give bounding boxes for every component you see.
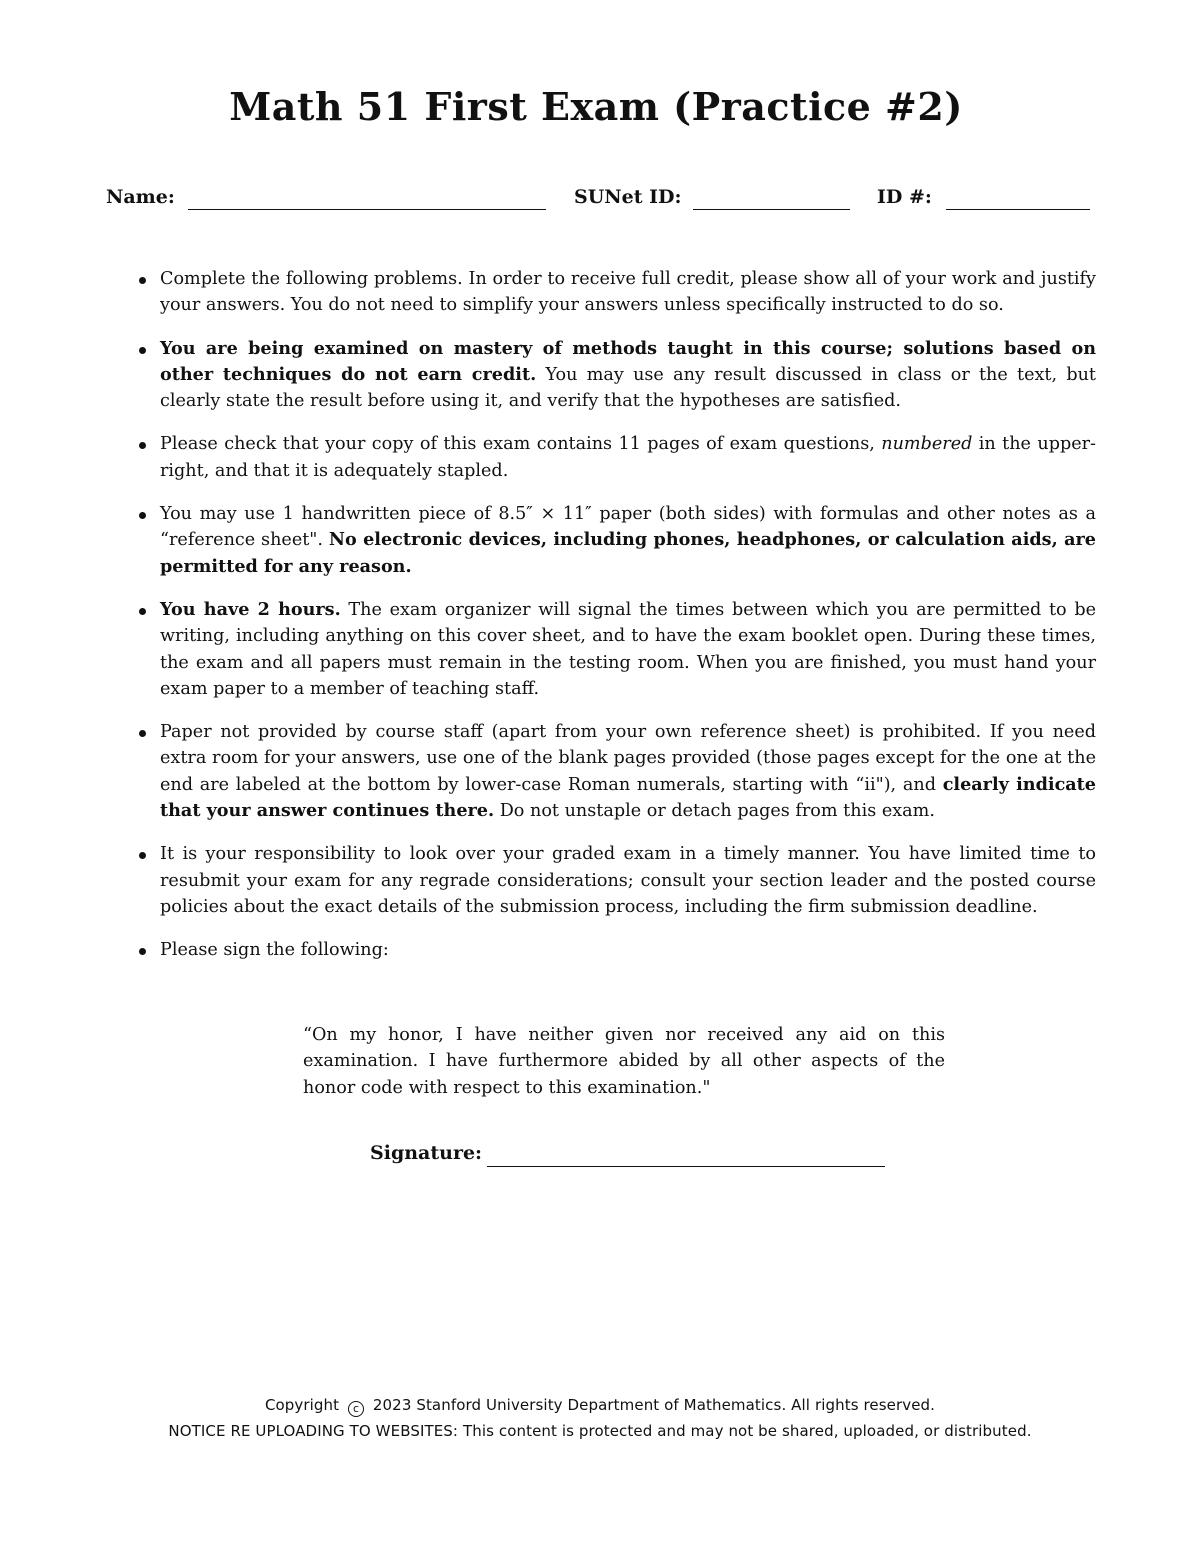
honor-pledge: “On my honor, I have neither given nor received any aid on this examination. I have furthermore abided by all other aspects of the honor code with respect to this examination.": [303, 1025, 945, 1098]
instruction-item: [133, 266, 1096, 319]
id-number-label: ID #:: [877, 186, 932, 208]
instruction-text: The exam organizer will signal the times between which you are permitted to be writing, including anything on this cover sheet, and to have the exam booklet open. During these times, the exam and all papers must remain in the testing room. When you are finished, you must hand your exam paper to a member of teaching staff.: [160, 599, 1096, 699]
instruction-text: You have 2 hours.: [160, 598, 341, 620]
id-number-blank[interactable]: [946, 209, 1090, 210]
instruction-text: You may use any result discussed in class or the text, but clearly state the result before using it, and verify that the hypotheses are satisfied.: [160, 364, 1096, 412]
bullet-icon: [139, 512, 146, 519]
instruction-text: clearly indicate that your answer continues there.: [160, 773, 1097, 822]
exam-title: Math 51 First Exam (Practice #2): [229, 84, 963, 129]
name-blank[interactable]: [188, 209, 546, 210]
instructions-list: [133, 266, 1096, 981]
instruction-item: [133, 937, 1096, 963]
instruction-text: You may use 1 handwritten piece of 8.5″ × 11″ paper (both sides) with formulas and other notes as a “reference sheet".: [160, 504, 1096, 551]
instruction-text: Please check that your copy of this exam contains 11 pages of exam questions,: [160, 434, 882, 455]
copyright-icon: c: [348, 1401, 364, 1417]
instruction-text: numbered: [881, 434, 973, 455]
instruction-item: [133, 597, 1096, 702]
instruction-text: Do not unstaple or detach pages from this exam.: [494, 801, 935, 822]
bullet-icon: [139, 852, 146, 859]
instruction-item: [133, 719, 1096, 824]
instruction-item: [133, 501, 1096, 580]
signature-blank[interactable]: [487, 1166, 885, 1167]
bullet-icon: [139, 948, 146, 955]
instruction-text: You are being examined on mastery of methods taught in this course; solutions based on other techniques do not earn credit.: [160, 337, 1096, 385]
sunet-id-blank[interactable]: [693, 209, 850, 210]
bullet-icon: [139, 730, 146, 737]
copyright-notice: [0, 1396, 1200, 1417]
instruction-text: It is your responsibility to look over your graded exam in a timely manner. You have limited time to resubmit your exam for any regrade considerations; consult your section leader and the posted course policies about the exact details of the submission process, including the firm submission deadline.: [160, 844, 1096, 917]
instruction-text: Complete the following problems. In order to receive full credit, please show all of your work and justify your answers. You do not need to simplify your answers unless specifically instructed to do so.: [160, 269, 1096, 316]
signature-row: [370, 1142, 890, 1172]
student-id-row: [106, 186, 1092, 216]
copyright-prefix: Copyright: [264, 1396, 340, 1414]
instruction-text: Paper not provided by course staff (apart from your own reference sheet) is prohibited. If you need extra room for your answers, use one of the blank pages provided (those pages except for the one at the end are labeled at the bottom by lower-case Roman numerals, starting with “ii"), and: [160, 722, 1096, 795]
bullet-icon: [139, 442, 146, 449]
instruction-text: No electronic devices, including phones, headphones, or calculation aids, are permitted for any reason.: [160, 529, 1096, 577]
upload-notice: NOTICE RE UPLOADING TO WEBSITES: This content is protected and may not be shared, uploaded, or distributed.: [168, 1422, 1032, 1440]
copyright-text: 2023 Stanford University Department of Mathematics. All rights reserved.: [372, 1396, 936, 1414]
instruction-item: [133, 841, 1096, 920]
bullet-icon: [139, 347, 146, 354]
instruction-text: Please sign the following:: [160, 940, 389, 961]
bullet-icon: [139, 277, 146, 284]
bullet-icon: [139, 608, 146, 615]
name-label: Name:: [106, 186, 175, 208]
instruction-item: [133, 431, 1096, 484]
signature-label: Signature:: [370, 1142, 483, 1164]
instruction-item: [133, 336, 1096, 415]
sunet-id-label: SUNet ID:: [574, 186, 682, 208]
instruction-text: in the upper-right, and that it is adequately stapled.: [160, 434, 1096, 481]
